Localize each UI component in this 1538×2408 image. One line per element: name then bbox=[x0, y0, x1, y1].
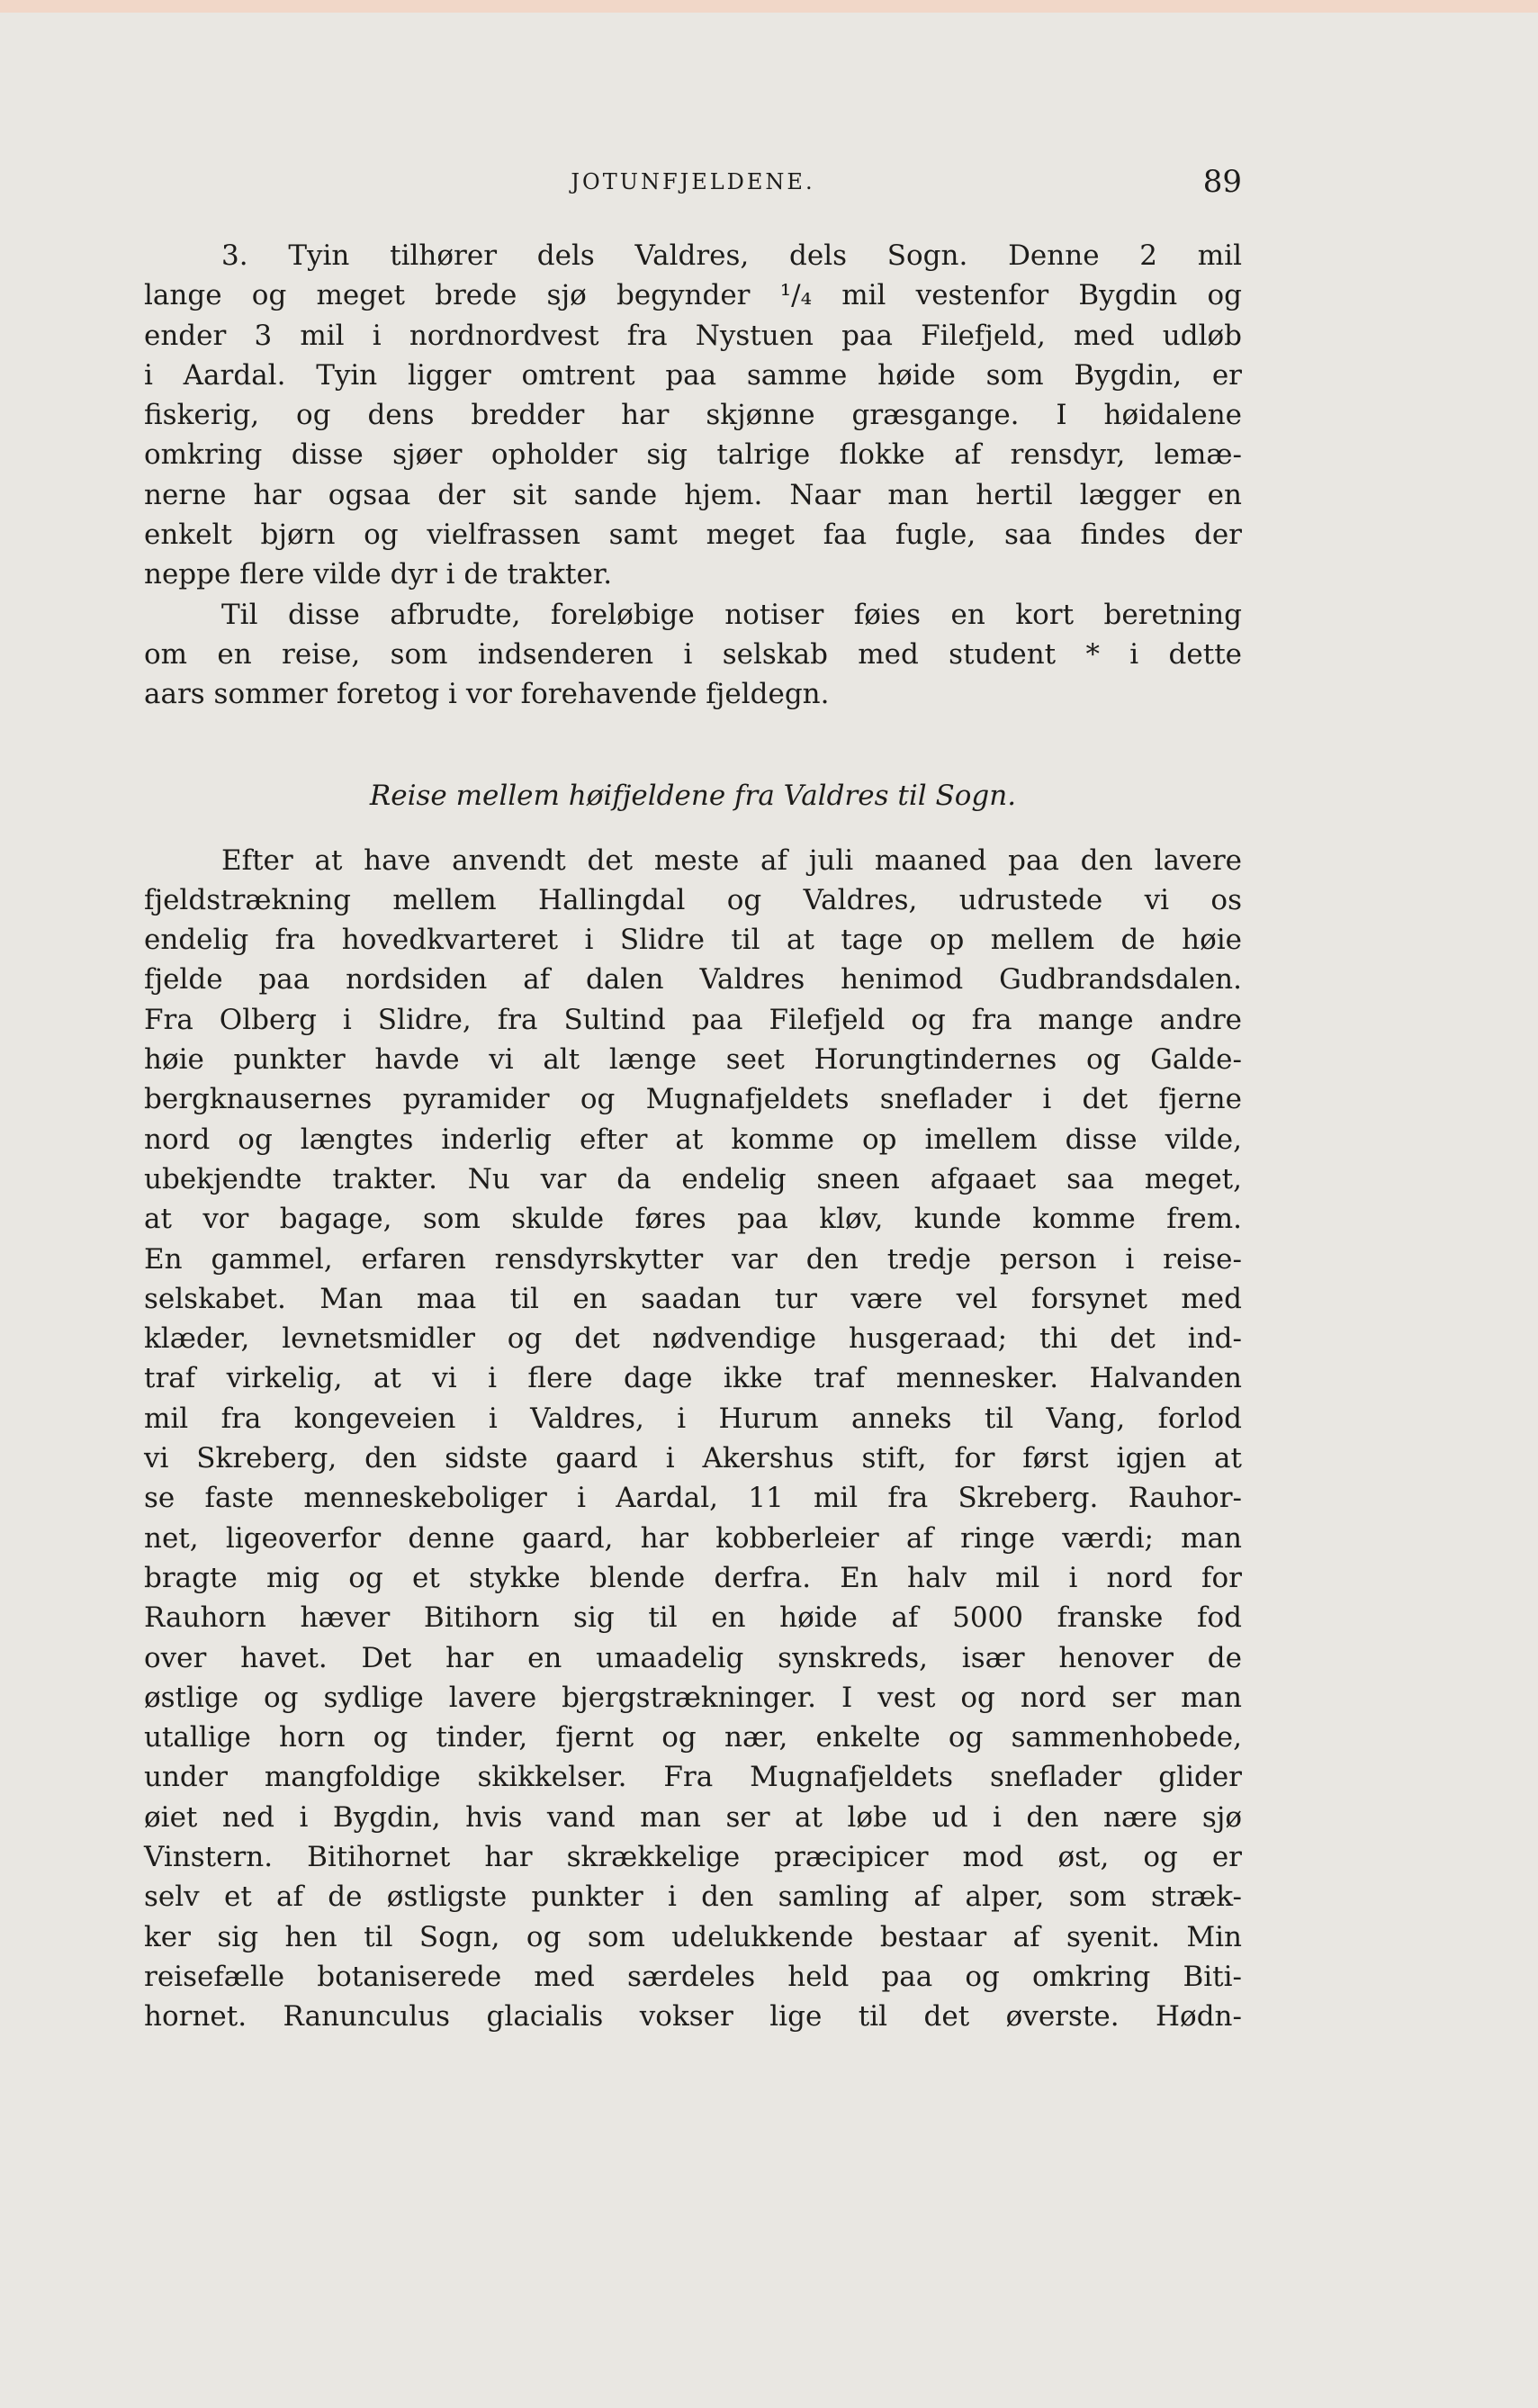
text-line: at vor bagage, som skulde føres paa kløv, kunde komme frem. bbox=[144, 1203, 1242, 1236]
paragraph-intro bbox=[144, 595, 1242, 715]
paragraph-tyin bbox=[144, 236, 1242, 595]
running-title: JOTUNFJELDENE. bbox=[571, 169, 815, 194]
text-line: mil fra kongeveien i Valdres, i Hurum anneks til Vang, forlod bbox=[144, 1402, 1242, 1435]
text-line: Fra Olberg i Slidre, fra Sultind paa Filefjeld og fra mange andre bbox=[144, 1003, 1242, 1036]
text-line: utallige horn og tinder, fjernt og nær, enkelte og sammenhobede, bbox=[144, 1721, 1242, 1754]
text-line: Rauhorn hæver Bitihorn sig til en høide af 5000 franske fod bbox=[144, 1601, 1242, 1635]
text-line: endelig fra hovedkvarteret i Slidre til at tage op mellem de høie bbox=[144, 924, 1242, 957]
text-line: Vinstern. Bitihornet har skrækkelige præcipicer mod øst, og er bbox=[144, 1840, 1242, 1873]
page-header bbox=[144, 164, 1242, 205]
text-line: i Aardal. Tyin ligger omtrent paa samme høide som Bygdin, er bbox=[144, 358, 1242, 392]
page-number: 89 bbox=[1202, 164, 1242, 200]
text-line: traf virkelig, at vi i flere dage ikke traf mennesker. Halvanden bbox=[144, 1362, 1242, 1395]
text-line: net, ligeoverfor denne gaard, har kobberleier af ringe værdi; man bbox=[144, 1521, 1242, 1555]
text-line: 3. Tyin tilhører dels Valdres, dels Sogn. Denne 2 mil bbox=[221, 239, 1242, 272]
spacer bbox=[144, 823, 1242, 841]
text-line: ker sig hen til Sogn, og som udelukkende bestaar af syenit. Min bbox=[144, 1920, 1242, 1953]
text-line: ubekjendte trakter. Nu var da endelig sneen afgaaet saa meget, bbox=[144, 1162, 1242, 1195]
paragraph-journey bbox=[144, 841, 1242, 2037]
text-line: nord og længtes inderlig efter at komme op imellem disse vilde, bbox=[144, 1123, 1242, 1156]
text-line: omkring disse sjøer opholder sig talrige flokke af rensdyr, lemæ- bbox=[144, 438, 1242, 472]
text-line: klæder, levnetsmidler og det nødvendige husgeraad; thi det ind- bbox=[144, 1322, 1242, 1356]
text-line: høie punkter havde vi alt længe seet Horungtindernes og Galde- bbox=[144, 1043, 1242, 1077]
text-line: fjelde paa nordsiden af dalen Valdres henimod Gudbrandsdalen. bbox=[144, 963, 1242, 997]
page-top-edge bbox=[0, 0, 1538, 13]
text-line: se faste menneskeboliger i Aardal, 11 mil fra Skreberg. Rauhor- bbox=[144, 1482, 1242, 1515]
body-text bbox=[144, 236, 1242, 2036]
spacer bbox=[144, 715, 1242, 769]
text-line: lange og meget brede sjø begynder ¹/₄ mil vestenfor Bygdin og bbox=[144, 279, 1242, 312]
text-line: over havet. Det har en umaadelig synskreds, især henover de bbox=[144, 1641, 1242, 1674]
text-line: fjeldstrækning mellem Hallingdal og Valdres, udrustede vi os bbox=[144, 883, 1242, 916]
text-line: bragte mig og et stykke blende derfra. En halv mil i nord for bbox=[144, 1561, 1242, 1594]
text-line: enkelt bjørn og vielfrassen samt meget faa fugle, saa findes der bbox=[144, 519, 1242, 552]
text-line: selskabet. Man maa til en saadan tur være vel forsynet med bbox=[144, 1282, 1242, 1315]
text-line: En gammel, erfaren rensdyrskytter var den tredje person i reise- bbox=[144, 1242, 1242, 1276]
text-line: fiskerig, og dens bredder har skjønne græsgange. I høidalene bbox=[144, 399, 1242, 432]
text-line: vi Skreberg, den sidste gaard i Akershus stift, for først igjen at bbox=[144, 1442, 1242, 1475]
text-line: østlige og sydlige lavere bjergstrækninger. I vest og nord ser man bbox=[144, 1681, 1242, 1714]
text-line: aars sommer foretog i vor forehavende fjeldegn. bbox=[144, 678, 830, 711]
text-line: bergknausernes pyramider og Mugnafjeldets sneflader i det fjerne bbox=[144, 1083, 1242, 1116]
text-line: hornet. Ranunculus glacialis vokser lige til det øverste. Hødn- bbox=[144, 2000, 1242, 2034]
text-line: neppe flere vilde dyr i de trakter. bbox=[144, 558, 613, 591]
text-line: reisefælle botaniserede med særdeles held paa og omkring Biti- bbox=[144, 1960, 1242, 1993]
text-line: selv et af de østligste punkter i den samling af alper, som stræk- bbox=[144, 1880, 1242, 1914]
text-line: øiet ned i Bygdin, hvis vand man ser at løbe ud i den nære sjø bbox=[144, 1800, 1242, 1834]
text-line: ender 3 mil i nordnordvest fra Nystuen paa Filefjeld, med udløb bbox=[144, 319, 1242, 352]
section-heading: Reise mellem høifjeldene fra Valdres til Sogn. bbox=[369, 779, 1017, 812]
text-line: under mangfoldige skikkelser. Fra Mugnafjeldets sneflader glider bbox=[144, 1761, 1242, 1794]
text-line: Til disse afbrudte, foreløbige notiser føies en kort beretning bbox=[221, 598, 1242, 631]
text-line: om en reise, som indsenderen i selskab med student * i dette bbox=[144, 637, 1242, 671]
text-line: Efter at have anvendt det meste af juli maaned paa den lavere bbox=[221, 843, 1242, 877]
text-line: nerne har ogsaa der sit sande hjem. Naar man hertil lægger en bbox=[144, 478, 1242, 511]
